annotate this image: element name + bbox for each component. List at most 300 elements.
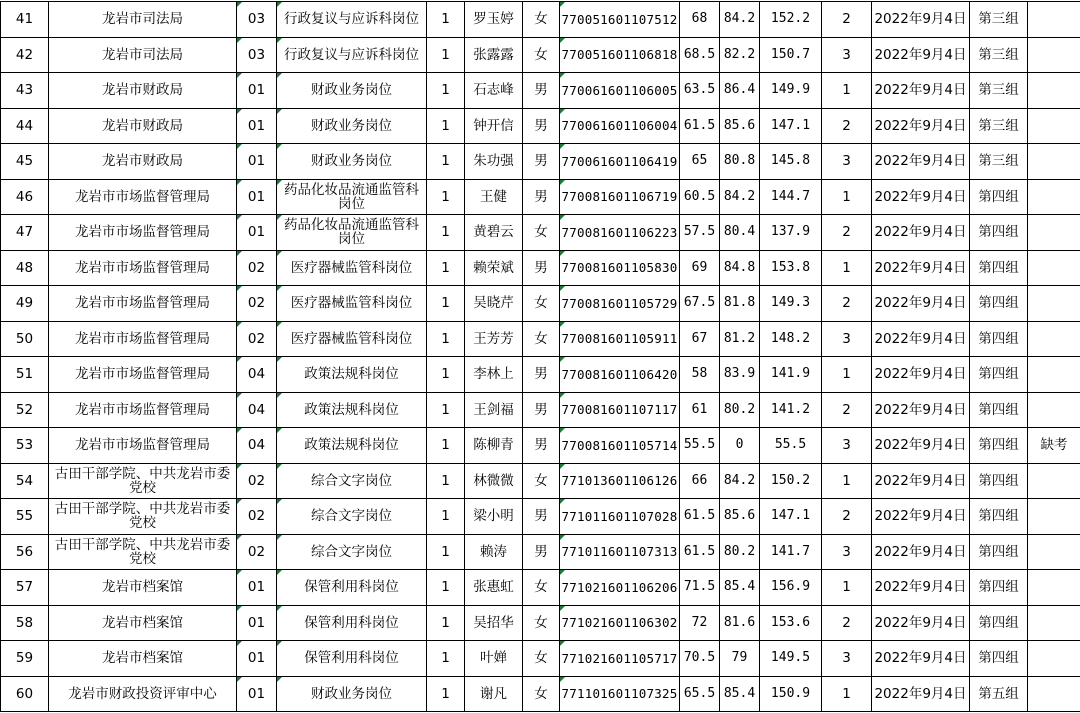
written-score-cell: 57.5 (680, 215, 720, 251)
gender-cell: 女 (523, 215, 560, 251)
quota-cell: 1 (427, 463, 465, 499)
table-row (1, 605, 1080, 641)
rank-cell: 2 (822, 392, 872, 428)
position-name-cell: 财政业务岗位 (277, 676, 427, 712)
employer-cell: 龙岩市市场监督管理局 (49, 428, 237, 464)
interview-score-cell: 84.2 (720, 179, 760, 215)
gender-cell: 女 (523, 321, 560, 357)
position-code-cell: 01 (237, 73, 277, 109)
employer-cell: 龙岩市司法局 (49, 2, 237, 38)
remark-cell (1028, 463, 1080, 499)
seq-cell: 52 (1, 392, 49, 428)
position-code-cell: 03 (237, 37, 277, 73)
employer-cell: 龙岩市市场监督管理局 (49, 215, 237, 251)
exam-date-cell: 2022年9月4日 (872, 428, 970, 464)
ticket-number-cell: 770081601106719 (560, 179, 680, 215)
seq-cell: 59 (1, 641, 49, 677)
total-score-cell: 156.9 (760, 570, 822, 606)
candidate-name-cell: 陈柳青 (465, 428, 523, 464)
remark-cell (1028, 108, 1080, 144)
rank-cell: 2 (822, 499, 872, 535)
candidate-name-cell: 张露露 (465, 37, 523, 73)
ticket-number-cell: 770061601106419 (560, 144, 680, 180)
employer-cell: 龙岩市财政局 (49, 144, 237, 180)
position-code-cell: 02 (237, 286, 277, 322)
remark-cell (1028, 321, 1080, 357)
interview-score-cell: 84.8 (720, 250, 760, 286)
position-name-cell: 政策法规科岗位 (277, 392, 427, 428)
table-row (1, 357, 1080, 393)
ticket-number-cell: 771021601105717 (560, 641, 680, 677)
written-score-cell: 61 (680, 392, 720, 428)
rank-cell: 1 (822, 357, 872, 393)
group-cell: 第三组 (970, 144, 1028, 180)
rank-cell: 2 (822, 605, 872, 641)
seq-cell: 51 (1, 357, 49, 393)
table-row (1, 250, 1080, 286)
exam-date-cell: 2022年9月4日 (872, 534, 970, 570)
total-score-cell: 141.2 (760, 392, 822, 428)
ticket-number-cell: 771011601107313 (560, 534, 680, 570)
written-score-cell: 60.5 (680, 179, 720, 215)
table-row (1, 286, 1080, 322)
group-cell: 第四组 (970, 179, 1028, 215)
table-row (1, 641, 1080, 677)
candidate-name-cell: 石志峰 (465, 73, 523, 109)
quota-cell: 1 (427, 286, 465, 322)
gender-cell: 男 (523, 250, 560, 286)
position-code-cell: 02 (237, 534, 277, 570)
remark-cell: 缺考 (1028, 428, 1080, 464)
quota-cell: 1 (427, 641, 465, 677)
written-score-cell: 69 (680, 250, 720, 286)
gender-cell: 男 (523, 392, 560, 428)
exam-date-cell: 2022年9月4日 (872, 2, 970, 38)
employer-cell: 龙岩市市场监督管理局 (49, 250, 237, 286)
total-score-cell: 152.2 (760, 2, 822, 38)
gender-cell: 男 (523, 534, 560, 570)
position-code-cell: 01 (237, 605, 277, 641)
employer-cell: 古田干部学院、中共龙岩市委党校 (49, 463, 237, 499)
gender-cell: 女 (523, 570, 560, 606)
exam-date-cell: 2022年9月4日 (872, 357, 970, 393)
ticket-number-cell: 770081601105830 (560, 250, 680, 286)
exam-date-cell: 2022年9月4日 (872, 676, 970, 712)
group-cell: 第四组 (970, 428, 1028, 464)
position-name-cell: 政策法规科岗位 (277, 357, 427, 393)
seq-cell: 41 (1, 2, 49, 38)
interview-score-cell: 79 (720, 641, 760, 677)
position-name-cell: 行政复议与应诉科岗位 (277, 2, 427, 38)
group-cell: 第三组 (970, 2, 1028, 38)
interview-score-cell: 85.6 (720, 108, 760, 144)
exam-date-cell: 2022年9月4日 (872, 321, 970, 357)
remark-cell (1028, 37, 1080, 73)
candidate-name-cell: 王健 (465, 179, 523, 215)
remark-cell (1028, 499, 1080, 535)
total-score-cell: 141.7 (760, 534, 822, 570)
exam-date-cell: 2022年9月4日 (872, 250, 970, 286)
employer-cell: 龙岩市市场监督管理局 (49, 321, 237, 357)
total-score-cell: 150.7 (760, 37, 822, 73)
written-score-cell: 66 (680, 463, 720, 499)
ticket-number-cell: 771101601107325 (560, 676, 680, 712)
position-name-cell: 综合文字岗位 (277, 463, 427, 499)
seq-cell: 49 (1, 286, 49, 322)
results-table (0, 1, 1080, 712)
total-score-cell: 149.9 (760, 73, 822, 109)
rank-cell: 2 (822, 215, 872, 251)
position-code-cell: 01 (237, 108, 277, 144)
quota-cell: 1 (427, 676, 465, 712)
written-score-cell: 72 (680, 605, 720, 641)
rank-cell: 3 (822, 641, 872, 677)
position-code-cell: 01 (237, 676, 277, 712)
position-name-cell: 药品化妆品流通监管科岗位 (277, 215, 427, 251)
ticket-number-cell: 770081601105729 (560, 286, 680, 322)
candidate-name-cell: 罗玉婷 (465, 2, 523, 38)
exam-date-cell: 2022年9月4日 (872, 179, 970, 215)
gender-cell: 女 (523, 37, 560, 73)
results-table-body (1, 2, 1080, 712)
table-row (1, 499, 1080, 535)
total-score-cell: 149.5 (760, 641, 822, 677)
quota-cell: 1 (427, 179, 465, 215)
employer-cell: 龙岩市市场监督管理局 (49, 286, 237, 322)
candidate-name-cell: 林微微 (465, 463, 523, 499)
written-score-cell: 55.5 (680, 428, 720, 464)
position-name-cell: 财政业务岗位 (277, 73, 427, 109)
table-row (1, 463, 1080, 499)
position-code-cell: 02 (237, 250, 277, 286)
exam-date-cell: 2022年9月4日 (872, 463, 970, 499)
group-cell: 第四组 (970, 321, 1028, 357)
rank-cell: 3 (822, 428, 872, 464)
seq-cell: 47 (1, 215, 49, 251)
candidate-name-cell: 李林上 (465, 357, 523, 393)
seq-cell: 42 (1, 37, 49, 73)
ticket-number-cell: 770081601105714 (560, 428, 680, 464)
table-row (1, 73, 1080, 109)
gender-cell: 女 (523, 676, 560, 712)
position-code-cell: 04 (237, 428, 277, 464)
position-name-cell: 行政复议与应诉科岗位 (277, 37, 427, 73)
seq-cell: 60 (1, 676, 49, 712)
ticket-number-cell: 770081601106223 (560, 215, 680, 251)
total-score-cell: 144.7 (760, 179, 822, 215)
written-score-cell: 63.5 (680, 73, 720, 109)
quota-cell: 1 (427, 392, 465, 428)
remark-cell (1028, 676, 1080, 712)
seq-cell: 55 (1, 499, 49, 535)
total-score-cell: 145.8 (760, 144, 822, 180)
rank-cell: 3 (822, 321, 872, 357)
group-cell: 第四组 (970, 499, 1028, 535)
employer-cell: 龙岩市市场监督管理局 (49, 357, 237, 393)
quota-cell: 1 (427, 37, 465, 73)
exam-date-cell: 2022年9月4日 (872, 37, 970, 73)
seq-cell: 45 (1, 144, 49, 180)
candidate-name-cell: 叶婵 (465, 641, 523, 677)
table-row (1, 179, 1080, 215)
employer-cell: 龙岩市档案馆 (49, 570, 237, 606)
position-code-cell: 02 (237, 499, 277, 535)
rank-cell: 2 (822, 2, 872, 38)
table-row (1, 534, 1080, 570)
seq-cell: 53 (1, 428, 49, 464)
seq-cell: 50 (1, 321, 49, 357)
group-cell: 第四组 (970, 392, 1028, 428)
remark-cell (1028, 357, 1080, 393)
candidate-name-cell: 朱功强 (465, 144, 523, 180)
position-name-cell: 保管利用科岗位 (277, 641, 427, 677)
quota-cell: 1 (427, 357, 465, 393)
position-code-cell: 01 (237, 570, 277, 606)
rank-cell: 1 (822, 463, 872, 499)
total-score-cell: 147.1 (760, 108, 822, 144)
position-name-cell: 财政业务岗位 (277, 144, 427, 180)
candidate-name-cell: 钟开信 (465, 108, 523, 144)
interview-score-cell: 81.2 (720, 321, 760, 357)
employer-cell: 龙岩市市场监督管理局 (49, 392, 237, 428)
ticket-number-cell: 771013601106126 (560, 463, 680, 499)
group-cell: 第三组 (970, 108, 1028, 144)
employer-cell: 龙岩市档案馆 (49, 641, 237, 677)
position-code-cell: 04 (237, 392, 277, 428)
ticket-number-cell: 771011601107028 (560, 499, 680, 535)
gender-cell: 女 (523, 286, 560, 322)
remark-cell (1028, 179, 1080, 215)
exam-date-cell: 2022年9月4日 (872, 392, 970, 428)
gender-cell: 男 (523, 179, 560, 215)
employer-cell: 古田干部学院、中共龙岩市委党校 (49, 499, 237, 535)
rank-cell: 1 (822, 179, 872, 215)
gender-cell: 男 (523, 499, 560, 535)
gender-cell: 女 (523, 641, 560, 677)
position-code-cell: 02 (237, 321, 277, 357)
candidate-name-cell: 王剑福 (465, 392, 523, 428)
interview-score-cell: 85.4 (720, 676, 760, 712)
total-score-cell: 148.2 (760, 321, 822, 357)
group-cell: 第四组 (970, 534, 1028, 570)
written-score-cell: 68.5 (680, 37, 720, 73)
remark-cell (1028, 534, 1080, 570)
ticket-number-cell: 770081601107117 (560, 392, 680, 428)
rank-cell: 2 (822, 286, 872, 322)
total-score-cell: 147.1 (760, 499, 822, 535)
interview-score-cell: 84.2 (720, 2, 760, 38)
gender-cell: 女 (523, 2, 560, 38)
remark-cell (1028, 641, 1080, 677)
rank-cell: 1 (822, 676, 872, 712)
remark-cell (1028, 250, 1080, 286)
interview-score-cell: 85.6 (720, 499, 760, 535)
exam-date-cell: 2022年9月4日 (872, 605, 970, 641)
exam-date-cell: 2022年9月4日 (872, 286, 970, 322)
interview-score-cell: 80.2 (720, 392, 760, 428)
exam-date-cell: 2022年9月4日 (872, 73, 970, 109)
candidate-name-cell: 赖涛 (465, 534, 523, 570)
total-score-cell: 153.8 (760, 250, 822, 286)
candidate-name-cell: 谢凡 (465, 676, 523, 712)
employer-cell: 龙岩市司法局 (49, 37, 237, 73)
quota-cell: 1 (427, 428, 465, 464)
candidate-name-cell: 梁小明 (465, 499, 523, 535)
table-row (1, 144, 1080, 180)
ticket-number-cell: 771021601106206 (560, 570, 680, 606)
gender-cell: 女 (523, 605, 560, 641)
quota-cell: 1 (427, 215, 465, 251)
candidate-name-cell: 黄碧云 (465, 215, 523, 251)
position-code-cell: 04 (237, 357, 277, 393)
exam-date-cell: 2022年9月4日 (872, 570, 970, 606)
interview-score-cell: 81.6 (720, 605, 760, 641)
gender-cell: 男 (523, 108, 560, 144)
total-score-cell: 150.9 (760, 676, 822, 712)
seq-cell: 48 (1, 250, 49, 286)
interview-score-cell: 84.2 (720, 463, 760, 499)
position-name-cell: 医疗器械监管科岗位 (277, 286, 427, 322)
employer-cell: 龙岩市档案馆 (49, 605, 237, 641)
position-name-cell: 保管利用科岗位 (277, 570, 427, 606)
gender-cell: 女 (523, 463, 560, 499)
interview-score-cell: 80.2 (720, 534, 760, 570)
interview-score-cell: 80.4 (720, 215, 760, 251)
interview-score-cell: 0 (720, 428, 760, 464)
table-row (1, 37, 1080, 73)
interview-score-cell: 86.4 (720, 73, 760, 109)
remark-cell (1028, 73, 1080, 109)
ticket-number-cell: 770061601106005 (560, 73, 680, 109)
position-name-cell: 药品化妆品流通监管科岗位 (277, 179, 427, 215)
table-row (1, 215, 1080, 251)
table-row (1, 428, 1080, 464)
rank-cell: 3 (822, 144, 872, 180)
employer-cell: 古田干部学院、中共龙岩市委党校 (49, 534, 237, 570)
candidate-name-cell: 吴招华 (465, 605, 523, 641)
exam-date-cell: 2022年9月4日 (872, 215, 970, 251)
ticket-number-cell: 771021601106302 (560, 605, 680, 641)
position-name-cell: 医疗器械监管科岗位 (277, 250, 427, 286)
seq-cell: 44 (1, 108, 49, 144)
quota-cell: 1 (427, 250, 465, 286)
total-score-cell: 150.2 (760, 463, 822, 499)
candidate-name-cell: 王芳芳 (465, 321, 523, 357)
position-name-cell: 医疗器械监管科岗位 (277, 321, 427, 357)
written-score-cell: 61.5 (680, 534, 720, 570)
interview-score-cell: 85.4 (720, 570, 760, 606)
interview-score-cell: 80.8 (720, 144, 760, 180)
candidate-name-cell: 赖荣斌 (465, 250, 523, 286)
seq-cell: 56 (1, 534, 49, 570)
remark-cell (1028, 144, 1080, 180)
rank-cell: 1 (822, 73, 872, 109)
group-cell: 第五组 (970, 676, 1028, 712)
quota-cell: 1 (427, 605, 465, 641)
total-score-cell: 55.5 (760, 428, 822, 464)
quota-cell: 1 (427, 108, 465, 144)
gender-cell: 男 (523, 73, 560, 109)
group-cell: 第四组 (970, 570, 1028, 606)
table-row (1, 2, 1080, 38)
employer-cell: 龙岩市市场监督管理局 (49, 179, 237, 215)
position-name-cell: 综合文字岗位 (277, 534, 427, 570)
exam-date-cell: 2022年9月4日 (872, 499, 970, 535)
position-code-cell: 02 (237, 463, 277, 499)
quota-cell: 1 (427, 570, 465, 606)
rank-cell: 1 (822, 250, 872, 286)
written-score-cell: 71.5 (680, 570, 720, 606)
remark-cell (1028, 286, 1080, 322)
position-code-cell: 01 (237, 215, 277, 251)
total-score-cell: 141.9 (760, 357, 822, 393)
table-row (1, 676, 1080, 712)
total-score-cell: 149.3 (760, 286, 822, 322)
quota-cell: 1 (427, 144, 465, 180)
written-score-cell: 68 (680, 2, 720, 38)
employer-cell: 龙岩市财政局 (49, 108, 237, 144)
rank-cell: 3 (822, 37, 872, 73)
written-score-cell: 61.5 (680, 499, 720, 535)
remark-cell (1028, 215, 1080, 251)
group-cell: 第四组 (970, 605, 1028, 641)
exam-date-cell: 2022年9月4日 (872, 641, 970, 677)
group-cell: 第四组 (970, 463, 1028, 499)
gender-cell: 男 (523, 357, 560, 393)
position-name-cell: 综合文字岗位 (277, 499, 427, 535)
table-row (1, 108, 1080, 144)
ticket-number-cell: 770051601106818 (560, 37, 680, 73)
quota-cell: 1 (427, 534, 465, 570)
ticket-number-cell: 770081601105911 (560, 321, 680, 357)
remark-cell (1028, 2, 1080, 38)
quota-cell: 1 (427, 2, 465, 38)
rank-cell: 3 (822, 534, 872, 570)
written-score-cell: 61.5 (680, 108, 720, 144)
remark-cell (1028, 570, 1080, 606)
position-name-cell: 财政业务岗位 (277, 108, 427, 144)
written-score-cell: 67.5 (680, 286, 720, 322)
seq-cell: 54 (1, 463, 49, 499)
gender-cell: 男 (523, 144, 560, 180)
rank-cell: 1 (822, 570, 872, 606)
quota-cell: 1 (427, 73, 465, 109)
position-name-cell: 保管利用科岗位 (277, 605, 427, 641)
position-name-cell: 政策法规科岗位 (277, 428, 427, 464)
seq-cell: 46 (1, 179, 49, 215)
ticket-number-cell: 770061601106004 (560, 108, 680, 144)
written-score-cell: 70.5 (680, 641, 720, 677)
quota-cell: 1 (427, 499, 465, 535)
group-cell: 第四组 (970, 250, 1028, 286)
written-score-cell: 58 (680, 357, 720, 393)
candidate-name-cell: 吴晓芹 (465, 286, 523, 322)
total-score-cell: 153.6 (760, 605, 822, 641)
position-code-cell: 03 (237, 2, 277, 38)
seq-cell: 57 (1, 570, 49, 606)
table-row (1, 392, 1080, 428)
position-code-cell: 01 (237, 144, 277, 180)
written-score-cell: 65.5 (680, 676, 720, 712)
exam-date-cell: 2022年9月4日 (872, 144, 970, 180)
ticket-number-cell: 770051601107512 (560, 2, 680, 38)
rank-cell: 2 (822, 108, 872, 144)
group-cell: 第三组 (970, 73, 1028, 109)
written-score-cell: 67 (680, 321, 720, 357)
group-cell: 第四组 (970, 215, 1028, 251)
gender-cell: 男 (523, 428, 560, 464)
remark-cell (1028, 605, 1080, 641)
